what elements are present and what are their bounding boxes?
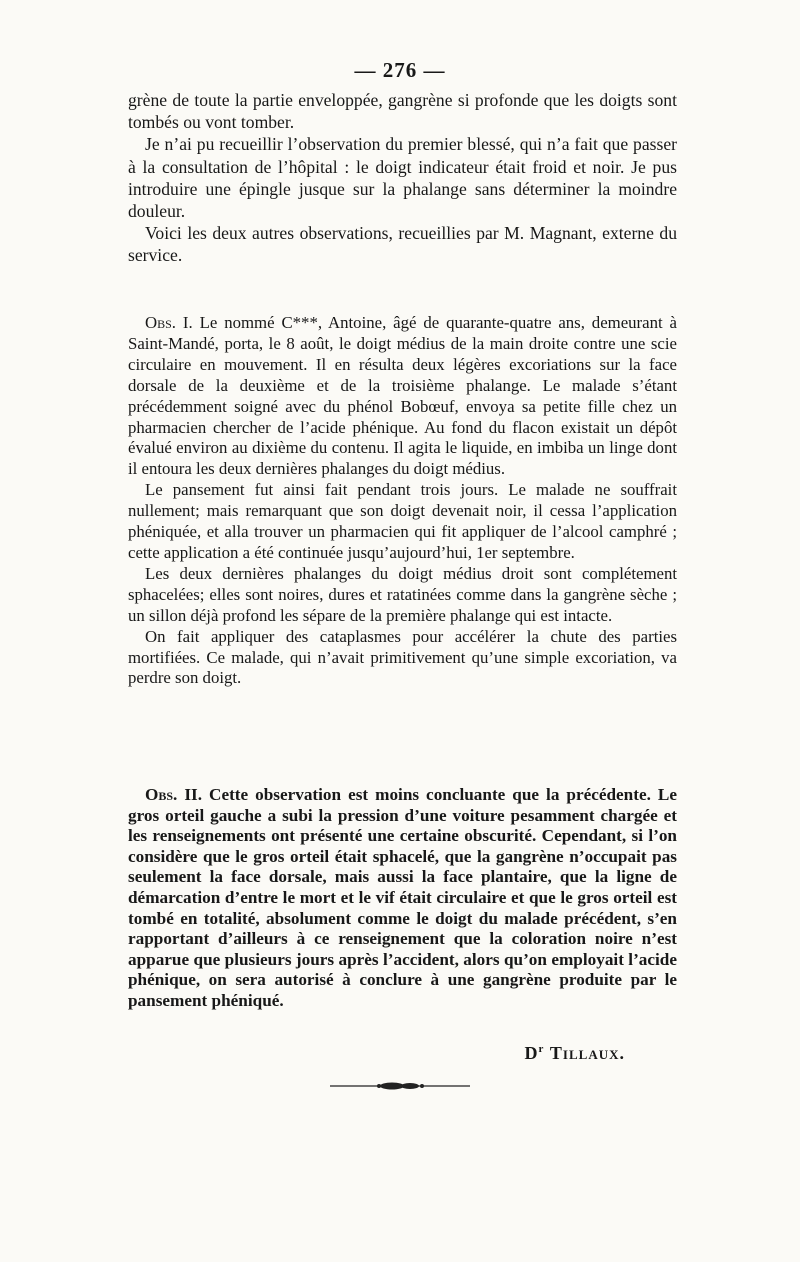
paragraph-first-wound: Je n’ai pu recueillir l’observation du premier blessé, qui n’a fait que passer à la consultation de l’hôpital : le doigt indicateur était froid et noir. Je pus introduire une épingle jusque sur la phalange sans déterminer la moindre douleur. [128,134,677,222]
obs1-label: Obs. I. [145,313,193,332]
obs1-paragraph-2: Le pansement fut ainsi fait pendant trois jours. Le malade ne souffrait nullement; mais remarquant que son doigt devenait noir, il cessa l’application phéniquée, et alla trouver un pharmacien qui fit appliquer de l’alcool camphré ; cette application a été continuée jusqu’aujourd’hui, 1er septembre. [128,480,677,562]
obs1-paragraph-1 [128,313,677,480]
page-number: — 276 — [354,58,446,82]
obs1-paragraph-3: Les deux dernières phalanges du doigt médius droit sont complétement sphacelées; elles sont noires, dures et ratatinées comme dans la gangrène sèche ; un sillon déjà profond les sépare de la première phalange qui est intacte. [128,563,677,625]
signature-prefix-sup: r [538,1043,545,1055]
intro-text [128,89,677,267]
obs2-paragraph [128,785,677,1012]
paragraph-observations-intro: Voici les deux autres observations, recueillies par M. Magnant, externe du service. [128,223,677,266]
author-signature [525,1043,625,1064]
obs2-text: Cette observation est moins concluante que la précédente. Le gros orteil gauche a subi la pression d’une voiture pesamment chargée et les renseignements ont présenté une certaine obscurité. Cependant, si l’on considère que le gros orteil était sphacelé, que la gangrène n’occupait pas seulement la face dorsale, mais aussi la face plantaire, que la ligne de démarcation d’entre le mort et le vif était circulaire et que le gros orteil est tombé en totalité, absolument comme le doigt du malade précédent, s’en rapportant d’ailleurs à ce renseignement que la coloration noire n’est apparue que plusieurs jours après l’accident, alors qu’on employait l’acide phénique, on sera autorisé à conclure à une gangrène produite par le pansement phéniqué. [128,785,677,1010]
observation-1 [128,313,677,689]
obs2-label: Obs. II. [145,785,203,804]
observation-2 [128,785,677,1012]
end-ornament [330,1080,470,1092]
paragraph-continuation: grène de toute la partie enveloppée, gangrène si profonde que les doigts sont tombés ou vont tomber. [128,90,677,133]
obs1-text-1: Le nommé C***, Antoine, âgé de quarante-quatre ans, demeurant à Saint-Mandé, porta, le 8 août, le doigt médius de la main droite contre une scie circulaire en mouvement. Il en résulta deux légères excoriations sur la face dorsale de la deuxième et de la troisième phalange. Le malade s’étant précédemment soigné avec du phénol Bobœuf, envoya sa petite fille chez un pharmacien chercher de l’acide phénique. Au fond du flacon existait un dépôt évalué environ au dixième du contenu. Il agita le liquide, en imbiba un linge dont il entoura les deux dernières phalanges du doigt médius. [128,313,677,479]
obs1-paragraph-4: On fait appliquer des cataplasmes pour accélérer la chute des parties mortifiées. Ce malade, qui n’avait primitivement qu’une simple excoriation, va perdre son doigt. [128,626,677,688]
signature-name: Tillaux. [549,1043,625,1063]
signature-prefix: $D^r$ [524,1043,545,1063]
